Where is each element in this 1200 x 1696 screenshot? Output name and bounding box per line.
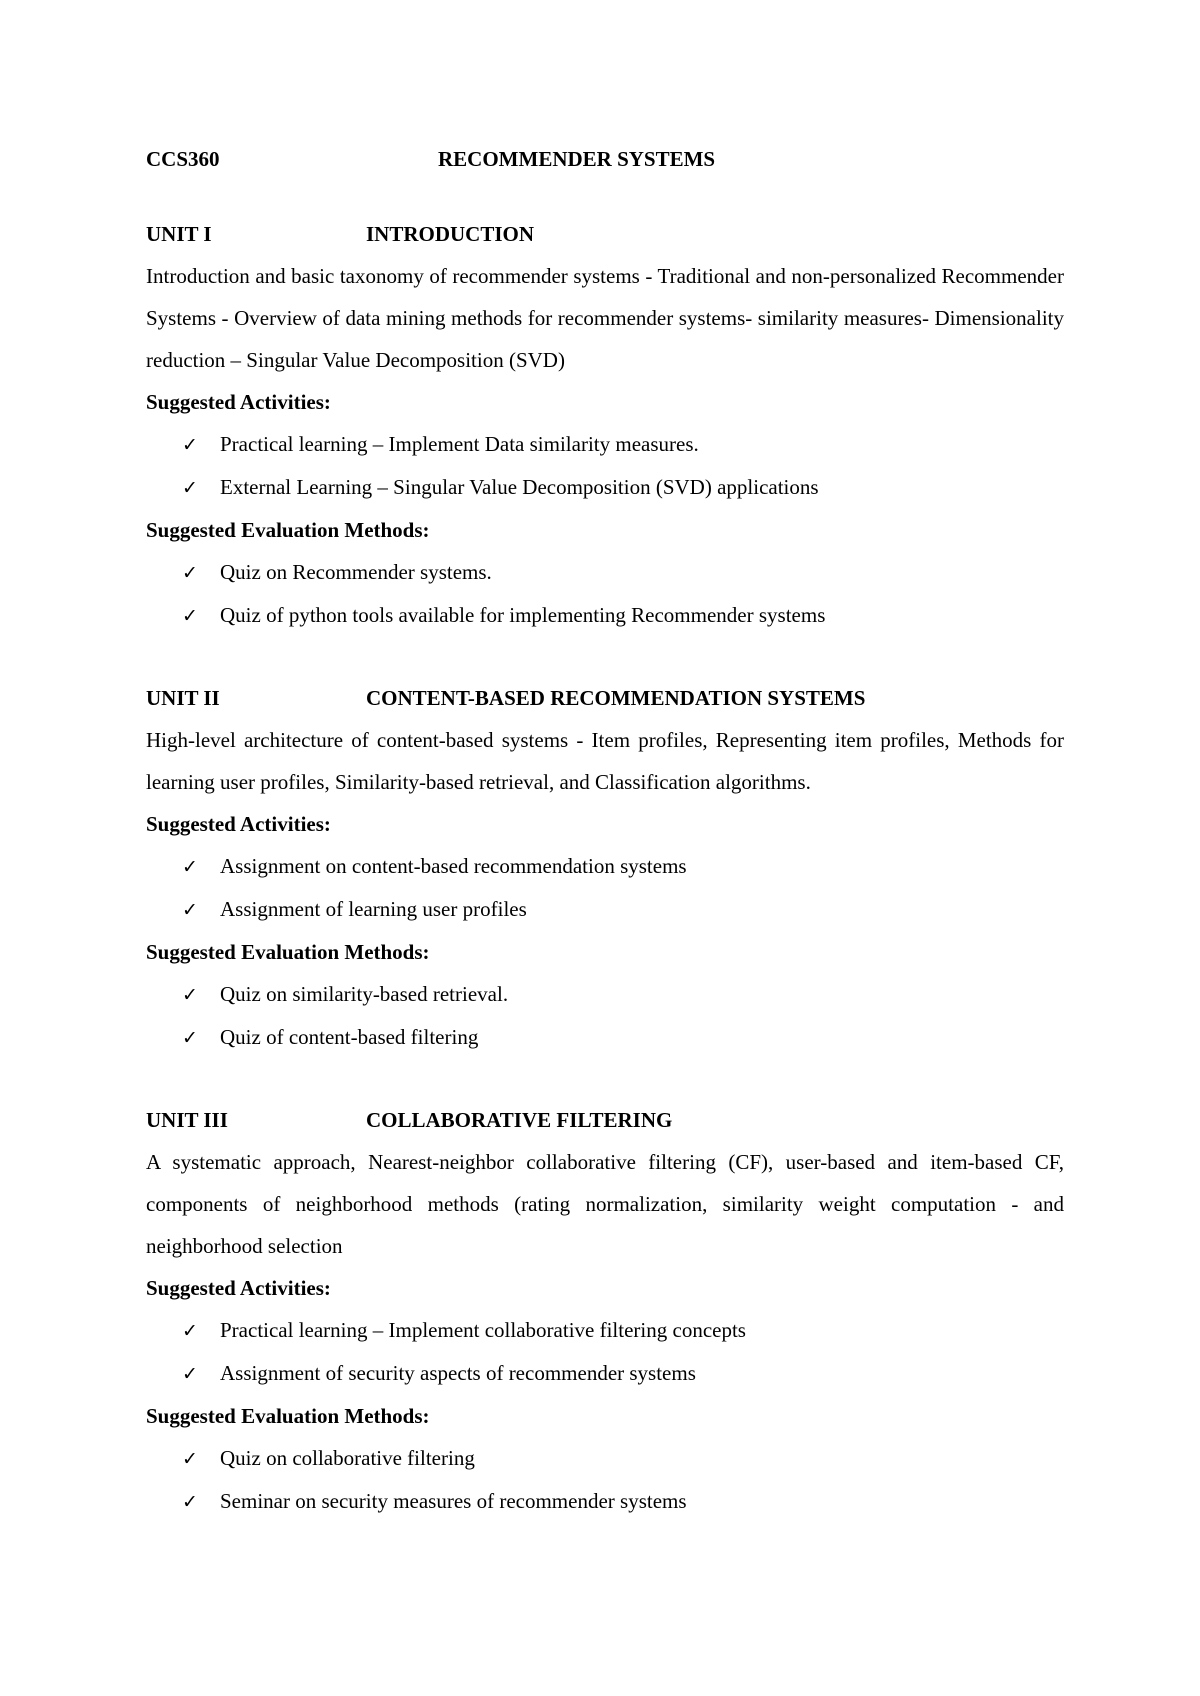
unit-title: COLLABORATIVE FILTERING: [366, 1108, 673, 1132]
list-item: [146, 466, 1064, 509]
list-item-text: Quiz on collaborative filtering: [220, 1446, 475, 1470]
list-item-text: Seminar on security measures of recommender systems: [220, 1489, 687, 1513]
checkmark-icon: ✓: [182, 1027, 198, 1049]
list-item-text: Practical learning – Implement Data similarity measures.: [220, 432, 699, 456]
list-item: [146, 973, 1064, 1016]
list-item: [146, 1309, 1064, 1352]
evaluation-heading: Suggested Evaluation Methods:: [146, 940, 430, 964]
evaluation-list: [146, 551, 1064, 637]
unit-header: [146, 213, 1064, 255]
activities-list: [146, 1309, 1064, 1395]
checkmark-icon: ✓: [182, 1363, 198, 1385]
activities-heading: Suggested Activities:: [146, 390, 331, 414]
unit-section-1: [146, 213, 1064, 637]
list-item: [146, 1437, 1064, 1480]
unit-description: High-level architecture of content-based systems - Item profiles, Representing item profiles, Methods for learning user profiles, Similarity-based retrieval, and Classification algorithms.: [146, 728, 1064, 794]
list-item-text: Quiz of python tools available for implementing Recommender systems: [220, 603, 826, 627]
activities-list: [146, 845, 1064, 931]
list-item-text: Quiz on Recommender systems.: [220, 560, 492, 584]
list-item: [146, 1016, 1064, 1059]
checkmark-icon: ✓: [182, 984, 198, 1006]
unit-section-3: [146, 1099, 1064, 1523]
list-item-text: Assignment on content-based recommendation systems: [220, 854, 687, 878]
activities-heading: Suggested Activities:: [146, 1276, 331, 1300]
list-item-text: Quiz of content-based filtering: [220, 1025, 479, 1049]
list-item: [146, 1480, 1064, 1523]
checkmark-icon: ✓: [182, 605, 198, 627]
unit-header: [146, 1099, 1064, 1141]
list-item: [146, 1352, 1064, 1395]
list-item-text: Quiz on similarity-based retrieval.: [220, 982, 509, 1006]
evaluation-heading: Suggested Evaluation Methods:: [146, 518, 430, 542]
course-header: [146, 138, 1064, 180]
checkmark-icon: ✓: [182, 1491, 198, 1513]
list-item-text: Practical learning – Implement collaborative filtering concepts: [220, 1318, 746, 1342]
checkmark-icon: ✓: [182, 856, 198, 878]
checkmark-icon: ✓: [182, 1320, 198, 1342]
course-title: RECOMMENDER SYSTEMS: [438, 147, 716, 171]
evaluation-list: [146, 1437, 1064, 1523]
checkmark-icon: ✓: [182, 562, 198, 584]
list-item-text: External Learning – Singular Value Decomposition (SVD) applications: [220, 475, 819, 499]
unit-label: UNIT I: [146, 222, 212, 246]
list-item: [146, 423, 1064, 466]
unit-description: Introduction and basic taxonomy of recommender systems - Traditional and non-personalized Recommender Systems - Overview of data mining methods for recommender systems- similarity measures- Dimensionality reduction – Singular Value Decomposition (SVD): [146, 264, 1064, 372]
list-item: [146, 845, 1064, 888]
evaluation-heading: Suggested Evaluation Methods:: [146, 1404, 430, 1428]
course-code: CCS360: [146, 147, 220, 171]
checkmark-icon: ✓: [182, 1448, 198, 1470]
list-item: [146, 551, 1064, 594]
activities-list: [146, 423, 1064, 509]
activities-heading: Suggested Activities:: [146, 812, 331, 836]
list-item-text: Assignment of learning user profiles: [220, 897, 527, 921]
unit-header: [146, 677, 1064, 719]
list-item: [146, 888, 1064, 931]
unit-section-2: [146, 677, 1064, 1059]
unit-title: CONTENT-BASED RECOMMENDATION SYSTEMS: [366, 686, 866, 710]
unit-label: UNIT III: [146, 1108, 228, 1132]
checkmark-icon: ✓: [182, 477, 198, 499]
unit-label: UNIT II: [146, 686, 220, 710]
unit-title: INTRODUCTION: [366, 222, 535, 246]
unit-description: A systematic approach, Nearest-neighbor collaborative filtering (CF), user-based and item-based CF, components of neighborhood methods (rating normalization, similarity weight computation - and neighborhood selection: [146, 1150, 1064, 1258]
evaluation-list: [146, 973, 1064, 1059]
list-item-text: Assignment of security aspects of recommender systems: [220, 1361, 696, 1385]
checkmark-icon: ✓: [182, 434, 198, 456]
checkmark-icon: ✓: [182, 899, 198, 921]
syllabus-page: [146, 138, 1064, 1563]
list-item: [146, 594, 1064, 637]
